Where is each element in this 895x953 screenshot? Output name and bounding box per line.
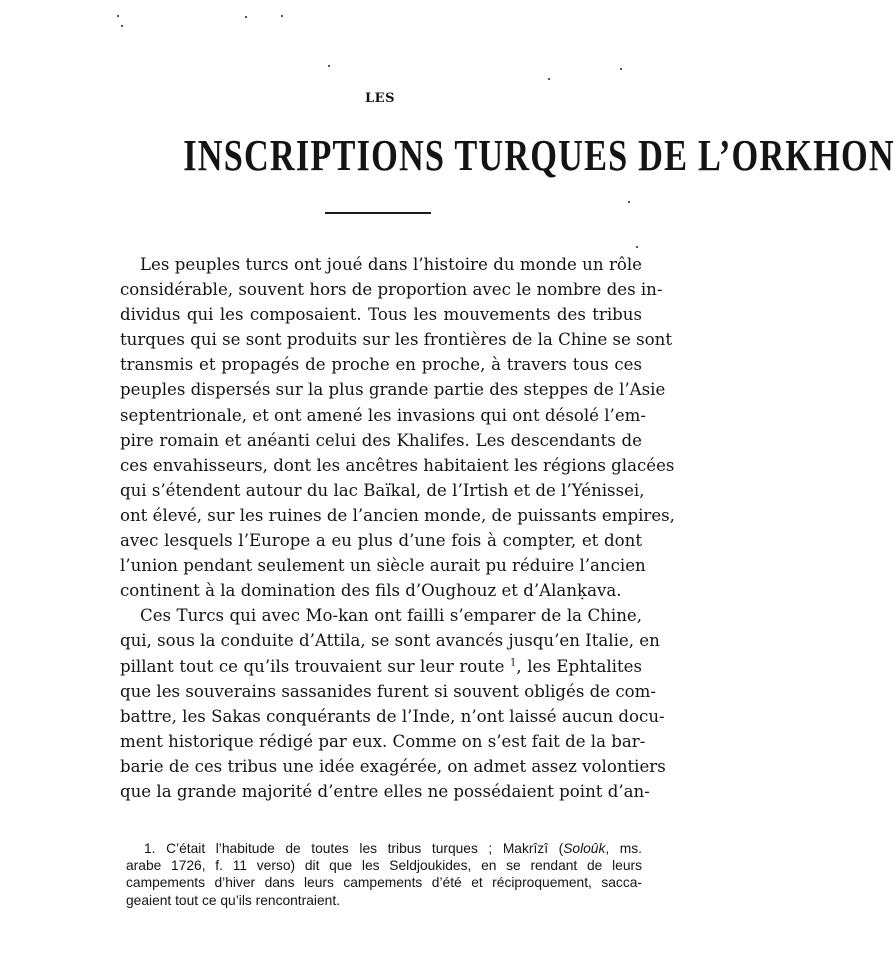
footnote-italic-title: Soloûk <box>563 841 606 856</box>
scan-speck <box>328 65 330 67</box>
footnote-number: 1. <box>144 841 156 856</box>
footnote-line <box>126 840 642 857</box>
title-kicker: LES <box>365 91 395 106</box>
body-line-with-footnote <box>120 654 642 679</box>
body-line: battre, les Sakas conquérants de l’Inde, n’ont laissé aucun docu- <box>120 706 665 726</box>
footnote-reference[interactable]: 1 <box>510 656 517 668</box>
body-line: Ces Turcs qui avec Mo-kan ont failli s’emparer de la Chine, <box>140 606 642 626</box>
body-line: considérable, souvent hors de proportion avec le nombre des in- <box>120 280 663 300</box>
body-line: continent à la domination des fils d’Oughouz et d’Alanḳava. <box>120 581 622 601</box>
footnote-line: arabe 1726, f. 11 verso) dit que les Seldjoukides, en se rendant de leurs <box>126 858 642 874</box>
scan-speck <box>620 68 622 70</box>
page-title: INSCRIPTIONS TURQUES DE L’ORKHON <box>183 131 895 180</box>
scan-speck <box>548 78 550 80</box>
body-line: ment historique rédigé par eux. Comme on s’est fait de la bar- <box>120 731 646 751</box>
body-line: Les peuples turcs ont joué dans l’histoire du monde un rôle <box>140 255 642 274</box>
body-line: avec lesquels l’Europe a eu plus d’une fois à compter, et dont <box>120 531 642 551</box>
footnote <box>126 840 642 909</box>
body-line: l’union pendant seulement un siècle aurait pu réduire l’ancien <box>120 556 646 576</box>
footnote-line-tail: , ms. <box>605 841 642 856</box>
scan-speck <box>121 25 123 27</box>
body-line: peuples dispersés sur la plus grande partie des steppes de l’Asie <box>120 380 666 400</box>
body-line: ces envahisseurs, dont les ancêtres habitaient les régions glacées <box>120 455 675 475</box>
footnote-line: campements d’hiver dans leurs campements d’été et réciproquement, sacca- <box>126 875 642 891</box>
body-line: qui, sous la conduite d’Attila, se sont avancés jusqu’en Italie, en <box>120 631 660 651</box>
title-divider-rule <box>325 212 431 214</box>
body-line-text: pillant tout ce qu’ils trouvaient sur leur route <box>120 656 505 676</box>
scan-speck <box>636 246 638 248</box>
footnote-line: geaient tout ce qu’ils rencontraient. <box>126 892 340 908</box>
scan-speck <box>117 15 119 17</box>
body-line: pire romain et anéanti celui des Khalifes. Les descendants de <box>120 430 642 450</box>
body-line: turques qui se sont produits sur les frontières de la Chine se sont <box>120 330 673 350</box>
body-line: dividus qui les composaient. Tous les mouvements des tribus <box>120 305 642 325</box>
scan-speck <box>628 201 630 203</box>
body-line: qui s’étendent autour du lac Baïkal, de l’Irtish et de l’Yénissei, <box>120 480 645 500</box>
body-line: barie de ces tribus une idée exagérée, on admet assez volontiers <box>120 756 666 776</box>
body-line: ont élevé, sur les ruines de l’ancien monde, de puissants empires, <box>120 505 675 525</box>
body-line: septentrionale, et ont amené les invasions qui ont désolé l’em- <box>120 405 646 425</box>
body-text <box>120 252 675 804</box>
scan-speck <box>245 16 247 18</box>
body-line-tail: , les Ephtalites <box>516 656 642 676</box>
body-line: que la grande majorité d’entre elles ne possédaient point d’an- <box>120 781 650 801</box>
body-line: transmis et propagés de proche en proche, à travers tous ces <box>120 355 642 375</box>
scan-speck <box>281 15 283 17</box>
body-line: que les souverains sassanides furent si souvent obligés de com- <box>120 681 657 701</box>
footnote-line-text: C’était l’habitude de toutes les tribus turques ; Makrîzî ( <box>166 841 564 856</box>
